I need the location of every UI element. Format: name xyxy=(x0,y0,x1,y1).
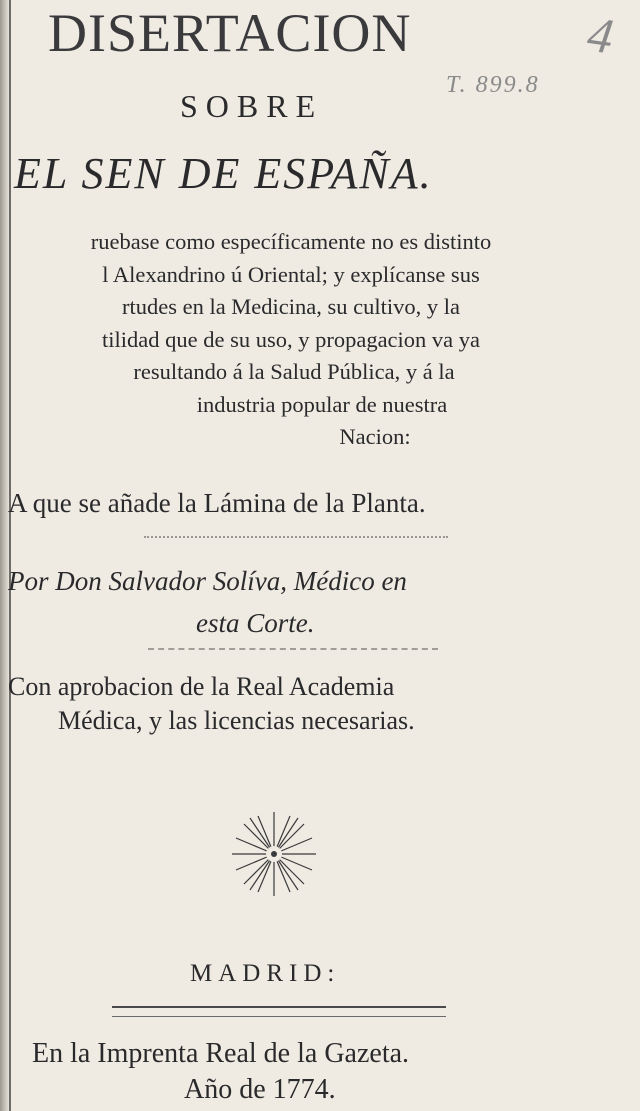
place-of-publication: MADRID: xyxy=(190,960,341,987)
description xyxy=(16,226,552,454)
pencil-corner-mark: 4 xyxy=(584,5,617,65)
author-line: esta Corte. xyxy=(196,608,315,638)
pencil-shelf-mark: T. 899.8 xyxy=(446,72,540,98)
description-line: resultando á la Salud Pública, y á la xyxy=(133,359,455,384)
approval-line: Con aprobacion de la Real Academia xyxy=(8,672,395,701)
description-line: l Alexandrino ú Oriental; y explícanse sus xyxy=(102,261,480,287)
description-line: tilidad que de su uso, y propagacion va ya xyxy=(101,326,481,352)
description-line: rtudes en la Medicina, su cultivo, y la xyxy=(121,294,461,319)
book-title: DISERTACION xyxy=(48,3,412,63)
dotted-rule xyxy=(144,536,448,541)
description-line: Nacion: xyxy=(339,424,411,449)
author xyxy=(8,560,628,644)
approval xyxy=(8,670,628,738)
approval-line: Médica, y las licencias necesarias. xyxy=(58,706,415,735)
description-line: industria popular de nuestra xyxy=(196,391,448,417)
spine-edge xyxy=(9,0,11,1111)
description-line: ruebase como específicamente no es distinto xyxy=(90,229,492,254)
title-preposition: SOBRE xyxy=(180,88,324,124)
plate-note: A que se añade la Lámina de la Planta. xyxy=(8,488,426,518)
imprint xyxy=(32,1036,592,1108)
author-line: Por Don Salvador Solíva, Médico en xyxy=(8,566,407,596)
imprint-line: Año de 1774. xyxy=(184,1074,336,1105)
sunburst-ornament-icon xyxy=(228,808,320,900)
book-subject: EL SEN DE ESPAÑA. xyxy=(14,149,433,198)
imprint-line: En la Imprenta Real de la Gazeta. xyxy=(32,1038,410,1069)
book-spine xyxy=(0,0,9,1111)
double-rule xyxy=(112,1006,446,1017)
dashed-rule xyxy=(148,648,438,652)
